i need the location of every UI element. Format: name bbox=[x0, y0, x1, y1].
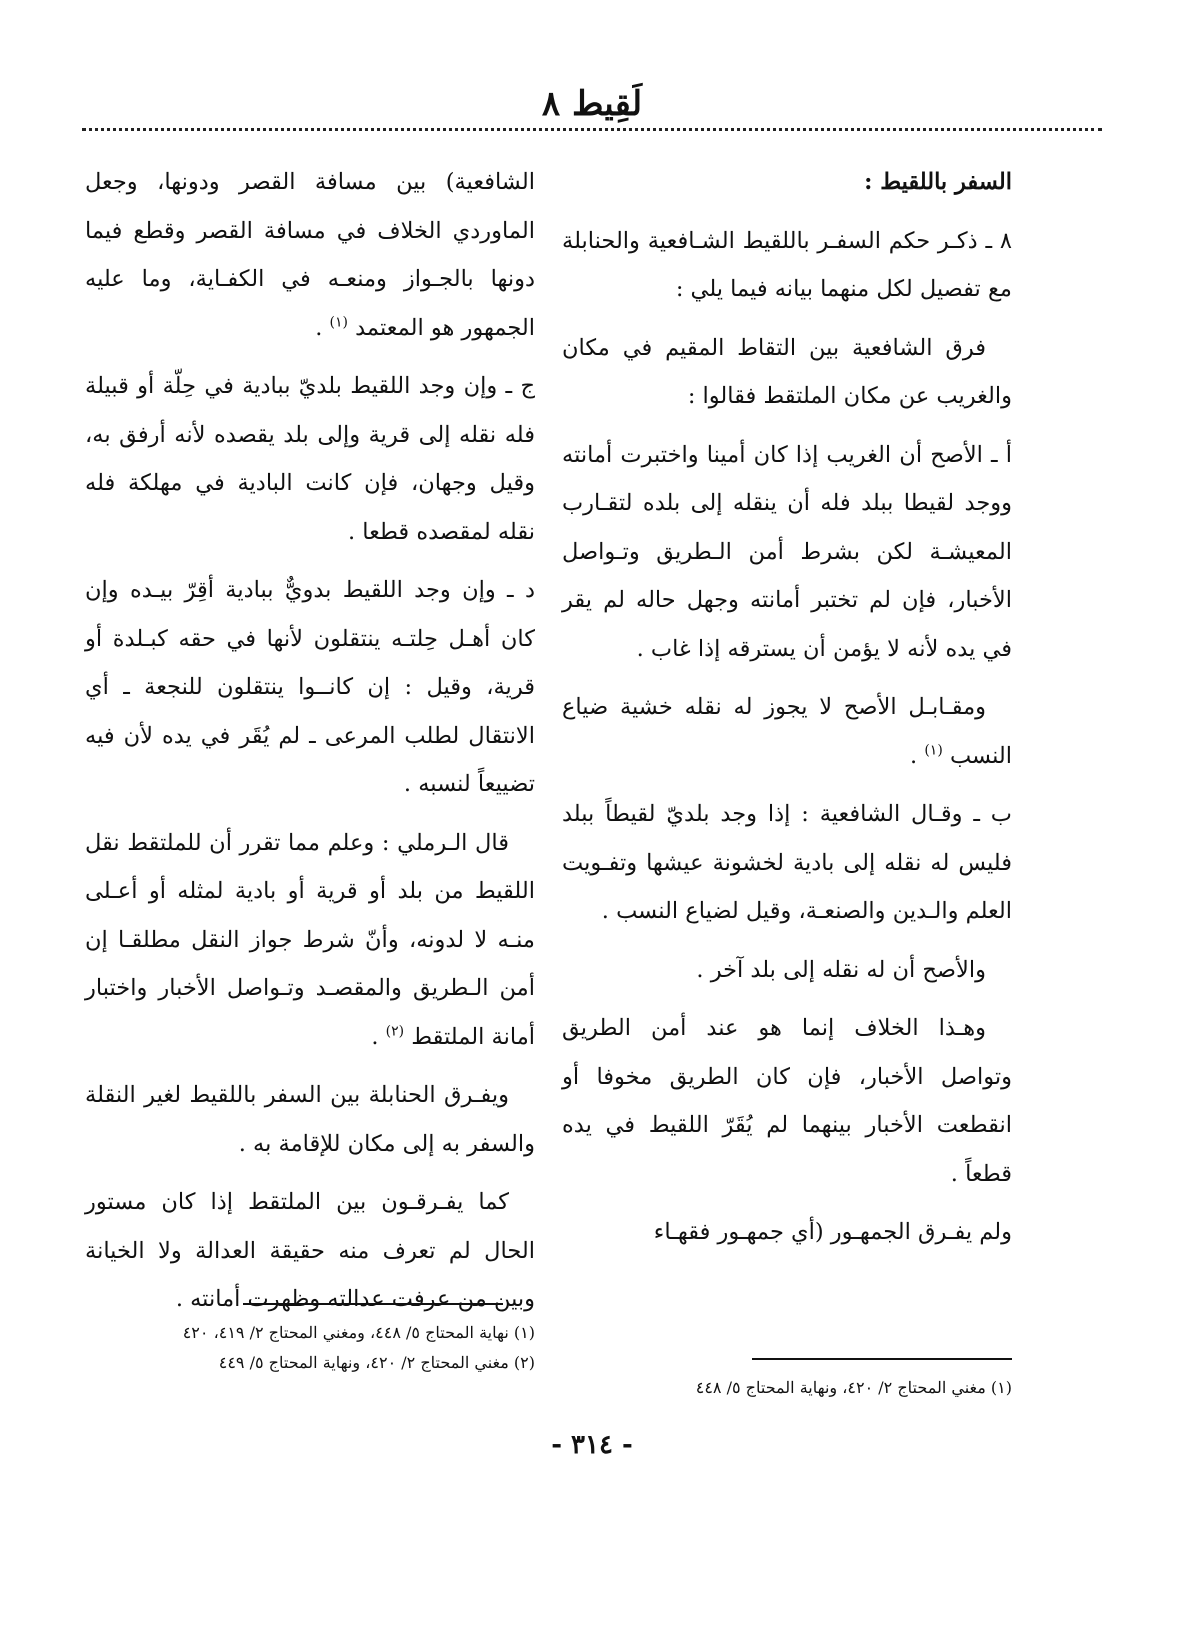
footnote: (٢) مغني المحتاج ٢/ ٤٢٠، ونهاية المحتاج ٥/ ٤٤٩ bbox=[218, 1353, 535, 1372]
footnote: (١) مغني المحتاج ٢/ ٤٢٠، ونهاية المحتاج ٥/ ٤٤٨ bbox=[695, 1378, 1012, 1397]
paragraph: ٨ ـ ذكـر حكم السفـر باللقيط الشـافعية والحنابلة مع تفصيل لكل منهما بيانه فيما يلي : bbox=[562, 227, 1012, 302]
paragraph: فرق الشافعية بين التقاط المقيم في مكان والغريب عن مكان الملتقط فقالوا : bbox=[562, 334, 1012, 409]
right-column bbox=[562, 158, 1012, 1267]
paragraph: ج ـ وإن وجد اللقيط بلديّ ببادية في حِلّة أو قبيلة فله نقله إلى قرية وإلى بلد يقصده لأنه أرفق به، وقيل وجهان، فإن كانت البادية في مهلكة فله نقله لمقصده قطعا . bbox=[85, 373, 535, 545]
paragraph: ويفـرق الحنابلة بين السفر باللقيط لغير النقلة والسفر به إلى مكان للإقامة به . bbox=[85, 1082, 535, 1157]
running-header: لَقِيط ٨ bbox=[541, 84, 643, 124]
paragraph-end: . bbox=[371, 1023, 386, 1050]
paragraph bbox=[562, 683, 1012, 780]
paragraph: ولم يفـرق الجمهـور (أي جمهـور فقهـاء bbox=[653, 1219, 1012, 1245]
paragraph-text: الشافعية) بين مسافة القصر ودونها، وجعل الماوردي الخلاف في مسافة القصر وقطع فيما دونها بالجـواز ومنعـه في الكفـاية، وما عليه الجمهور هو المعتمد bbox=[85, 169, 535, 341]
paragraph: أ ـ الأصح أن الغريب إذا كان أمينا واختبرت أمانته ووجد لقيطا ببلد فله أن ينقله إلى بلده لتقـارب المعيشـة لكن بشرط أمن الـطريق وتـواصل الأخبار، فإن لم تختبر أمانته وجهل حاله لم يقر في يده لأنه لا يؤمن أن يسترقه إذا غاب . bbox=[562, 441, 1012, 662]
paragraph-end: . bbox=[315, 314, 330, 341]
footnote-separator bbox=[752, 1358, 1012, 1360]
footnote-mark: (١) bbox=[329, 314, 348, 330]
paragraph: كما يفـرقـون بين الملتقط إذا كان مستور الحال لم تعرف منه حقيقة العدالة ولا الخيانة وبين من عرفت عدالته وظهرت أمانته . bbox=[85, 1189, 535, 1312]
footnotes-right bbox=[562, 1373, 1012, 1403]
paragraph: د ـ وإن وجد اللقيط بدويٌّ ببادية أقِرّ بيـده وإن كان أهـل حِلتـه ينتقلون لأنها في حقه كبـلدة أو قرية، وقيل : إن كانــوا ينتقلون للنجعة ـ أي الانتقال لطلب المرعى ـ لم يُقَر في يده لأن فيه تضييعاً لنسبه . bbox=[85, 577, 535, 797]
footnotes-left bbox=[85, 1318, 535, 1378]
paragraph: وهـذا الخلاف إنما هو عند أمن الطريق وتواصل الأخبار، فإن كان الطريق مخوفا أو انقطعت الأخبار بينهما لم يُقَرّ اللقيط في يده قطعاً . bbox=[562, 1015, 1012, 1187]
paragraph-text: قال الـرملي : وعلم مما تقرر أن للملتقط نقل اللقيط من بلد أو قرية أو بادية لمثله أو أعـلى منـه لا لدونه، وأنّ شرط جواز النقل مطلقـا إن أمن الـطريق والمقصـد وتـواصل الأخبار واختبار أمانة الملتقط bbox=[85, 829, 535, 1050]
paragraph: والأصح أن له نقله إلى بلد آخر . bbox=[696, 956, 986, 983]
paragraph: ب ـ وقـال الشافعية : إذا وجد بلديّ لقيطاً ببلد فليس له نقله إلى بادية لخشونة عيشها وتفـويت العلم والـدين والصنعـة، وقيل لضياع النسب . bbox=[562, 801, 1012, 924]
section-heading: السفر باللقيط : bbox=[864, 169, 1012, 195]
paragraph bbox=[85, 158, 535, 352]
footnote-separator bbox=[243, 1303, 503, 1305]
header-dotted-rule bbox=[82, 128, 1102, 131]
page-number: - ٣١٤ - bbox=[551, 1430, 633, 1460]
left-column bbox=[85, 158, 535, 1334]
paragraph bbox=[85, 819, 535, 1062]
paragraph-end: . bbox=[910, 742, 925, 769]
footnote-mark: (١) bbox=[924, 742, 943, 758]
footnote-mark: (٢) bbox=[385, 1023, 405, 1039]
paragraph-text: ومقـابـل الأصح لا يجوز له نقله خشية ضياع النسب bbox=[562, 694, 1012, 769]
footnote: (١) نهاية المحتاج ٥/ ٤٤٨، ومغني المحتاج ٢/ ٤١٩، ٤٢٠ bbox=[182, 1323, 535, 1342]
